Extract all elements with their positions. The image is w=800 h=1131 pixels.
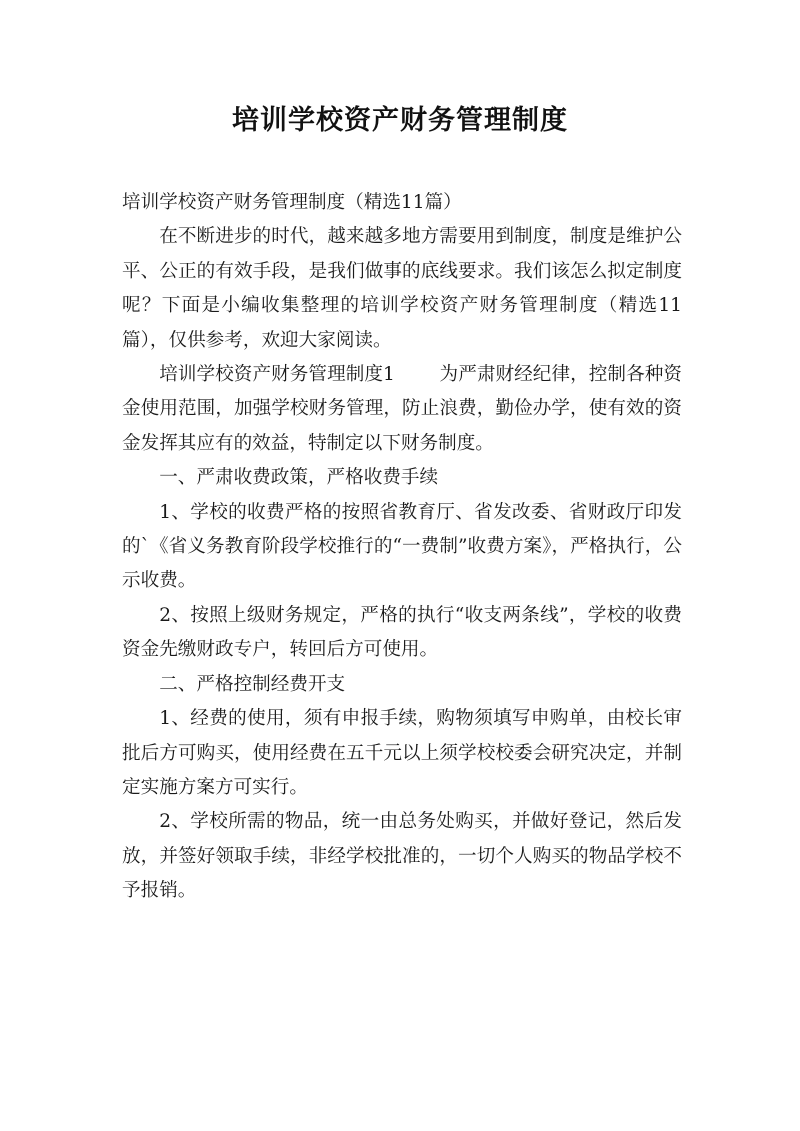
part-2-heading: 二、严格控制经费开支 <box>159 673 346 695</box>
part-1-item-1: 1、学校的收费严格的按照省教育厅、省发改委、省财政厅印发的`《省义务教育阶段学校推行的“一费制”收费方案》，严格执行，公示收费。 <box>122 501 682 592</box>
intro-paragraph: 在不断进步的时代，越来越多地方需要用到制度，制度是维护公平、公正的有效手段，是我们做事的底线要求。我们该怎么拟定制度呢？下面是小编收集整理的培训学校资产财务管理制度（精选11篇），仅供参考，欢迎大家阅读。 <box>122 226 682 351</box>
document-body <box>122 186 682 909</box>
part-2-item-1: 1、经费的使用，须有申报手续，购物须填写申购单，由校长审批后方可购买，使用经费在五千元以上须学校校委会研究决定，并制定实施方案方可实行。 <box>122 708 682 798</box>
section-1-heading: 培训学校资产财务管理制度1 <box>159 364 395 386</box>
part-1-heading: 一、严肃收费政策，严格收费手续 <box>159 467 439 489</box>
document-subtitle: 培训学校资产财务管理制度（精选11篇） <box>122 192 462 213</box>
document-title: 培训学校资产财务管理制度 <box>232 105 568 136</box>
part-1-item-2: 2、按照上级财务规定，严格的执行“收支两条线”，学校的收费资金先缴财政专户，转回后方可使用。 <box>122 604 682 661</box>
section-1-intro: 为严肃财经纪律，控制各种资金使用范围，加强学校财务管理，防止浪费，勤俭办学，使有效的资金发挥其应有的效益，特制定以下财务制度。 <box>122 364 682 454</box>
part-2-item-2: 2、学校所需的物品，统一由总务处购买，并做好登记，然后发放，并签好领取手续，非经学校批准的，一切个人购买的物品学校不予报销。 <box>122 811 682 902</box>
section-1-paragraph <box>122 358 682 461</box>
